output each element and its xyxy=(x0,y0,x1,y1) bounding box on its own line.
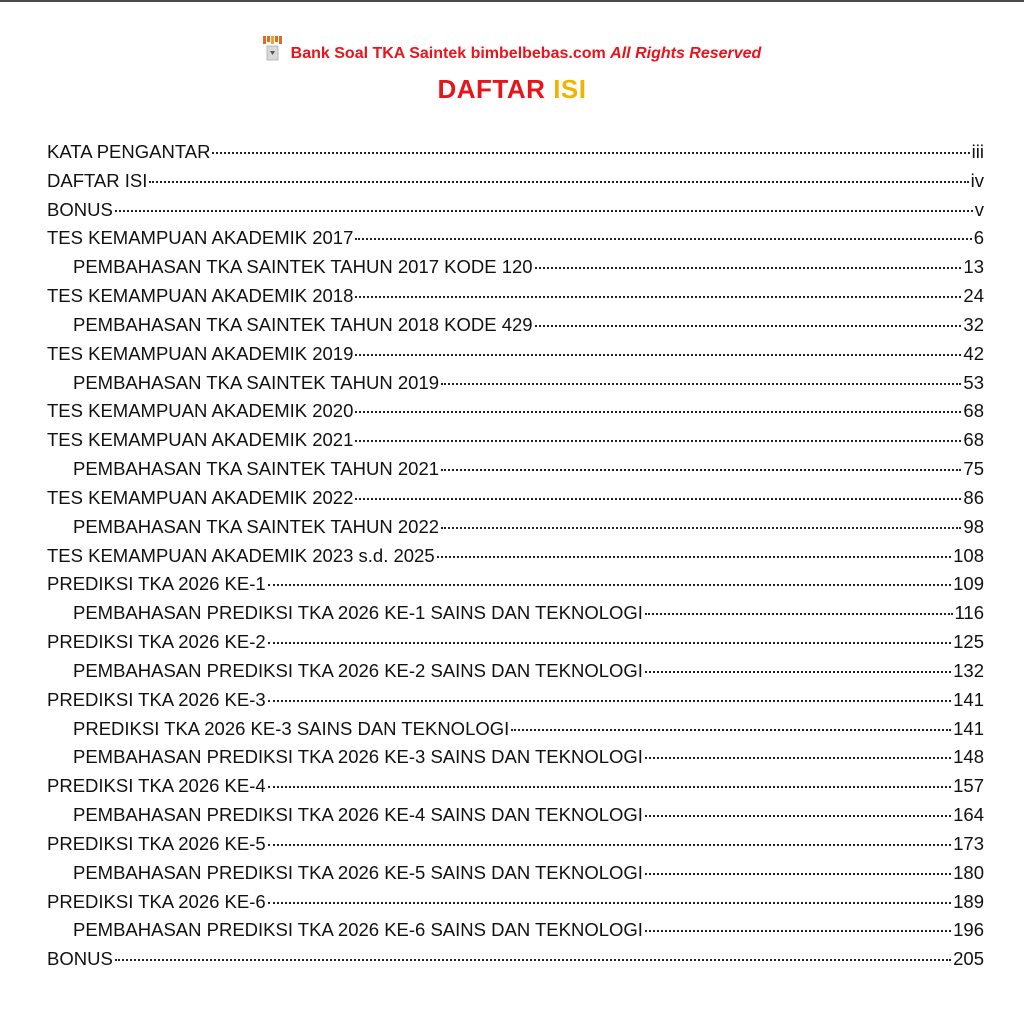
toc-dot-leader xyxy=(268,700,951,702)
toc-entry-label: PREDIKSI TKA 2026 KE-2 xyxy=(47,631,266,653)
toc-entry[interactable] xyxy=(47,862,984,891)
toc-dot-leader xyxy=(441,383,961,385)
toc-entry-label: PEMBAHASAN PREDIKSI TKA 2026 KE-2 SAINS DAN TEKNOLOGI xyxy=(73,659,643,681)
toc-entry-page-number: 180 xyxy=(953,861,984,883)
toc-entry-label: TES KEMAMPUAN AKADEMIK 2019 xyxy=(47,342,354,364)
toc-dot-leader xyxy=(115,959,951,961)
toc-entry-label: PREDIKSI TKA 2026 KE-3 xyxy=(47,688,266,710)
toc-entry[interactable] xyxy=(47,891,984,920)
toc-entry[interactable] xyxy=(47,948,984,977)
toc-entry-page-number: 157 xyxy=(953,775,984,797)
toc-dot-leader xyxy=(535,267,962,269)
toc-dot-leader xyxy=(115,210,973,212)
toc-entry-label: PREDIKSI TKA 2026 KE-6 xyxy=(47,890,266,912)
toc-dot-leader xyxy=(441,527,961,529)
toc-entry-page-number: 53 xyxy=(963,371,984,393)
toc-dot-leader xyxy=(355,354,961,356)
toc-entry-page-number: 42 xyxy=(963,342,984,364)
toc-entry-page-number: 132 xyxy=(953,659,984,681)
toc-dot-leader xyxy=(268,584,951,586)
toc-dot-leader xyxy=(645,671,951,673)
page-title xyxy=(0,74,1024,105)
toc-entry-page-number: 24 xyxy=(963,285,984,307)
toc-entry-page-number: 32 xyxy=(963,313,984,335)
toc-entry[interactable] xyxy=(47,689,984,718)
toc-entry[interactable] xyxy=(47,631,984,660)
toc-entry[interactable] xyxy=(47,919,984,948)
toc-dot-leader xyxy=(355,411,961,413)
toc-entry-label: TES KEMAMPUAN AKADEMIK 2022 xyxy=(47,486,354,508)
toc-entry-label: TES KEMAMPUAN AKADEMIK 2021 xyxy=(47,429,354,451)
toc-entry[interactable] xyxy=(47,372,984,401)
toc-entry-label: TES KEMAMPUAN AKADEMIK 2017 xyxy=(47,227,354,249)
toc-dot-leader xyxy=(149,181,968,183)
toc-entry-label: PEMBAHASAN PREDIKSI TKA 2026 KE-6 SAINS DAN TEKNOLOGI xyxy=(73,919,643,941)
toc-entry[interactable] xyxy=(47,516,984,545)
toc-entry[interactable] xyxy=(47,400,984,429)
toc-entry-page-number: 13 xyxy=(963,256,984,278)
toc-entry[interactable] xyxy=(47,141,984,170)
table-of-contents xyxy=(47,141,984,977)
toc-entry-label: PEMBAHASAN TKA SAINTEK TAHUN 2022 xyxy=(73,515,440,537)
toc-entry[interactable] xyxy=(47,660,984,689)
toc-dot-leader xyxy=(535,325,962,327)
toc-entry[interactable] xyxy=(47,199,984,228)
toc-entry-page-number: 141 xyxy=(953,717,984,739)
toc-entry-page-number: iii xyxy=(971,141,984,162)
toc-entry[interactable] xyxy=(47,746,984,775)
toc-entry[interactable] xyxy=(47,573,984,602)
title-part-isi: ISI xyxy=(553,74,587,104)
toc-dot-leader xyxy=(511,729,951,731)
toc-entry-page-number: 6 xyxy=(973,227,984,249)
toc-entry-label: PEMBAHASAN PREDIKSI TKA 2026 KE-4 SAINS DAN TEKNOLOGI xyxy=(73,804,643,826)
toc-entry-page-number: 205 xyxy=(953,948,984,970)
toc-dot-leader xyxy=(441,469,961,471)
toc-entry[interactable] xyxy=(47,833,984,862)
toc-entry-label: PEMBAHASAN PREDIKSI TKA 2026 KE-5 SAINS DAN TEKNOLOGI xyxy=(73,861,643,883)
toc-entry-label: PEMBAHASAN TKA SAINTEK TAHUN 2017 KODE 120 xyxy=(73,256,533,278)
toc-entry-page-number: 108 xyxy=(953,544,984,566)
toc-entry[interactable] xyxy=(47,429,984,458)
toc-dot-leader xyxy=(355,238,971,240)
toc-entry-label: TES KEMAMPUAN AKADEMIK 2018 xyxy=(47,285,354,307)
toc-entry-page-number: 196 xyxy=(953,919,984,941)
toc-entry-page-number: 98 xyxy=(963,515,984,537)
toc-dot-leader xyxy=(212,152,969,154)
header-rights-text: All Rights Reserved xyxy=(610,45,762,62)
toc-entry-page-number: 86 xyxy=(963,486,984,508)
toc-dot-leader xyxy=(268,844,951,846)
toc-entry[interactable] xyxy=(47,718,984,747)
header-site-text: Bank Soal TKA Saintek bimbelbebas.com xyxy=(290,45,606,62)
toc-entry-label: PEMBAHASAN TKA SAINTEK TAHUN 2019 xyxy=(73,371,440,393)
toc-entry-page-number: 116 xyxy=(954,602,984,624)
toc-dot-leader xyxy=(268,642,951,644)
toc-entry-label: BONUS xyxy=(47,198,113,220)
toc-entry-page-number: 109 xyxy=(953,573,984,595)
toc-entry-label: PEMBAHASAN TKA SAINTEK TAHUN 2021 xyxy=(73,458,440,480)
toc-entry[interactable] xyxy=(47,343,984,372)
toc-dot-leader xyxy=(645,757,951,759)
toc-entry[interactable] xyxy=(47,256,984,285)
toc-dot-leader xyxy=(437,556,951,558)
toc-entry-label: PREDIKSI TKA 2026 KE-4 xyxy=(47,775,266,797)
title-part-daftar: DAFTAR xyxy=(437,74,546,104)
toc-entry[interactable] xyxy=(47,285,984,314)
toc-entry-page-number: 148 xyxy=(953,746,984,768)
bimbelbebas-logo-icon xyxy=(263,36,285,67)
toc-entry[interactable] xyxy=(47,458,984,487)
toc-entry[interactable] xyxy=(47,545,984,574)
toc-entry-page-number: v xyxy=(974,198,984,220)
toc-entry-label: KATA PENGANTAR xyxy=(47,141,211,162)
toc-entry-label: PEMBAHASAN PREDIKSI TKA 2026 KE-3 SAINS DAN TEKNOLOGI xyxy=(73,746,643,768)
toc-entry-page-number: 75 xyxy=(963,458,984,480)
toc-entry-page-number: 173 xyxy=(953,832,984,854)
toc-dot-leader xyxy=(355,498,961,500)
toc-entry-page-number: 68 xyxy=(963,400,984,422)
toc-entry-page-number: 189 xyxy=(953,890,984,912)
toc-entry-label: TES KEMAMPUAN AKADEMIK 2023 s.d. 2025 xyxy=(47,544,435,566)
toc-entry[interactable] xyxy=(47,227,984,256)
toc-entry-label: PREDIKSI TKA 2026 KE-3 SAINS DAN TEKNOLOGI xyxy=(73,717,510,739)
toc-entry-label: PREDIKSI TKA 2026 KE-1 xyxy=(47,573,266,595)
page-top-border xyxy=(0,0,1024,2)
toc-entry[interactable] xyxy=(47,775,984,804)
toc-dot-leader xyxy=(268,902,951,904)
toc-dot-leader xyxy=(645,815,951,817)
toc-entry-page-number: 141 xyxy=(953,688,984,710)
page-header xyxy=(0,36,1024,67)
toc-entry-label: TES KEMAMPUAN AKADEMIK 2020 xyxy=(47,400,354,422)
toc-entry[interactable] xyxy=(47,170,984,199)
toc-entry[interactable] xyxy=(47,487,984,516)
toc-dot-leader xyxy=(645,930,951,932)
toc-entry[interactable] xyxy=(47,314,984,343)
toc-entry[interactable] xyxy=(47,804,984,833)
toc-entry-page-number: 68 xyxy=(963,429,984,451)
toc-entry-label: BONUS xyxy=(47,948,113,970)
toc-dot-leader xyxy=(268,786,951,788)
toc-entry-label: PREDIKSI TKA 2026 KE-5 xyxy=(47,832,266,854)
toc-dot-leader xyxy=(645,873,951,875)
toc-entry-page-number: iv xyxy=(970,169,984,191)
toc-entry-page-number: 164 xyxy=(953,804,984,826)
toc-entry[interactable] xyxy=(47,602,984,631)
toc-dot-leader xyxy=(355,296,961,298)
toc-entry-label: PEMBAHASAN PREDIKSI TKA 2026 KE-1 SAINS DAN TEKNOLOGI xyxy=(73,602,643,624)
toc-entry-page-number: 125 xyxy=(953,631,984,653)
toc-entry-label: DAFTAR ISI xyxy=(47,169,148,191)
toc-dot-leader xyxy=(645,613,953,615)
toc-entry-label: PEMBAHASAN TKA SAINTEK TAHUN 2018 KODE 429 xyxy=(73,313,533,335)
toc-dot-leader xyxy=(355,440,961,442)
